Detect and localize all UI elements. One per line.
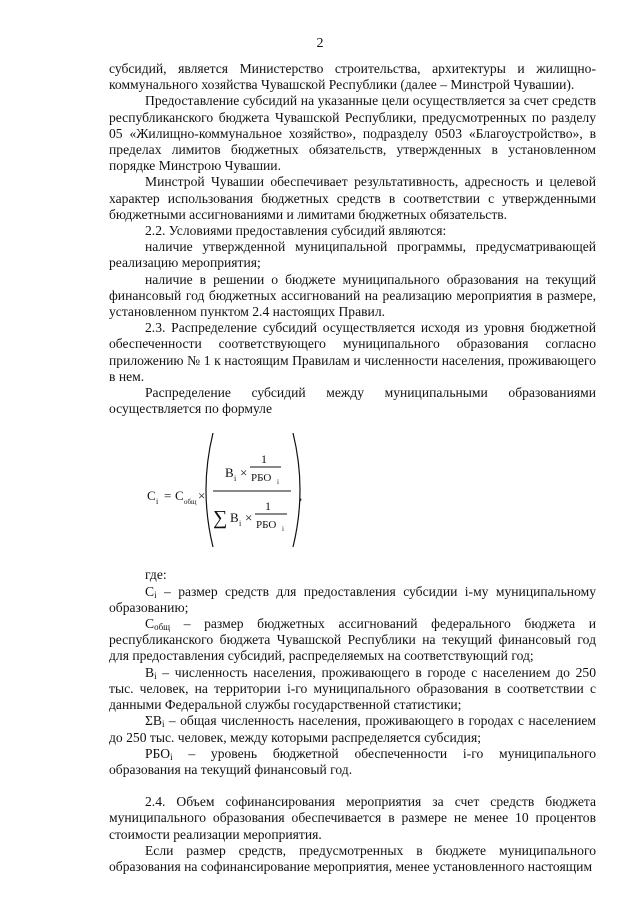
- formula-c-main: C: [175, 488, 184, 504]
- formula-c-sub: общ: [184, 498, 197, 507]
- formula-lhs-sub: i: [156, 497, 159, 507]
- den-one: 1: [265, 499, 271, 514]
- where-label: где:: [145, 567, 167, 583]
- definition-item: $РБО_i$ – уровень бюджетной обеспеченности i-го муниципального образования на текущий финансовый год.: [109, 745, 596, 777]
- den-rbo: РБО: [256, 519, 277, 532]
- left-paren: [206, 433, 213, 547]
- formula-eq: =: [164, 488, 172, 504]
- paragraph: субсидий, является Министерство строительства, архитектуры и жилищно-коммунального хозяйства Чувашской Республики (далее – Минстрой Чувашии).: [109, 61, 596, 93]
- formula-comma: ,: [299, 488, 303, 504]
- distribution-formula: [109, 427, 596, 553]
- definition-item: $\Sigma В_i$ – общая численность населения, проживающего в городах с населением до 250 тыс. человек, между которыми распределяется субсидия;: [109, 713, 596, 745]
- num-rbo: РБО: [251, 472, 272, 485]
- num-b: B: [225, 465, 234, 481]
- formula-times: ×: [198, 488, 206, 504]
- formula-lhs: C: [147, 488, 156, 504]
- definition-item: $В_i$ – численность населения, проживающего в городе с населением до 250 тыс. человек, на территории i-го муниципального образования в соответствии с данными Федеральной службы государственной статистики;: [109, 664, 596, 713]
- den-b-sub: i: [239, 519, 242, 529]
- paragraph: 2.2. Условиями предоставления субсидий являются:: [145, 223, 447, 239]
- den-b: B: [230, 510, 239, 526]
- den-sum: ∑: [213, 507, 228, 530]
- paragraph: Если размер средств, предусмотренных в бюджете муниципального образования на софинансирование мероприятия, менее установленного настоящим: [109, 842, 596, 874]
- page-number: 2: [316, 36, 324, 51]
- document-body: [109, 61, 596, 875]
- num-one: 1: [261, 452, 267, 467]
- paragraph: Распределение субсидий между муниципальными образованиями осуществляется по формуле: [109, 385, 596, 417]
- paragraph: Минстрой Чувашии обеспечивает результативность, адресность и целевой характер использования бюджетных средств в соответствии с утвержденными бюджетными ассигнованиями и лимитами бюджетных обязательств.: [109, 174, 596, 222]
- definition-item: $С_i$ – размер средств для предоставления субсидии i-му муниципальному образованию;: [109, 583, 596, 615]
- num-b-sub: i: [234, 474, 237, 484]
- num-times: ×: [240, 465, 248, 481]
- den-rbo-sub: i: [282, 525, 284, 534]
- paragraph: 2.3. Распределение субсидий осуществляется исходя из уровня бюджетной обеспеченности соответствующего муниципального образования согласно приложению № 1 к настоящим Правилам и численности населения, проживающего в нем.: [109, 320, 596, 384]
- definition-item: $С_{общ}$ – размер бюджетных ассигнований федерального бюджета и республиканского бюджета Чувашской Республики на текущий финансовый год для предоставления субсидий, распределяемых на соответствующий год;: [109, 616, 596, 664]
- paragraph: Предоставление субсидий на указанные цели осуществляется за счет средств республиканского бюджета Чувашской Республики, предусмотренных по разделу 05 «Жилищно-коммунальное хозяйство», подразделу 0503 «Благоустройство», в пределах лимитов бюджетных обязательств, утвержденных в установленном порядке Минстрою Чувашии.: [109, 93, 596, 174]
- paragraph: наличие утвержденной муниципальной программы, предусматривающей реализацию мероприятия;: [109, 239, 596, 271]
- paragraph: 2.4. Объем софинансирования мероприятия за счет средств бюджета муниципального образования обеспечивается в размере не менее 10 процентов стоимости реализации мероприятия.: [109, 794, 596, 842]
- num-rbo-sub: i: [277, 478, 279, 487]
- den-times: ×: [245, 510, 253, 526]
- paragraph: наличие в решении о бюджете муниципального образования на текущий финансовый год бюджетных ассигнований на реализацию мероприятия в размере, установленном пунктом 2.4 настоящих Правил.: [109, 271, 596, 320]
